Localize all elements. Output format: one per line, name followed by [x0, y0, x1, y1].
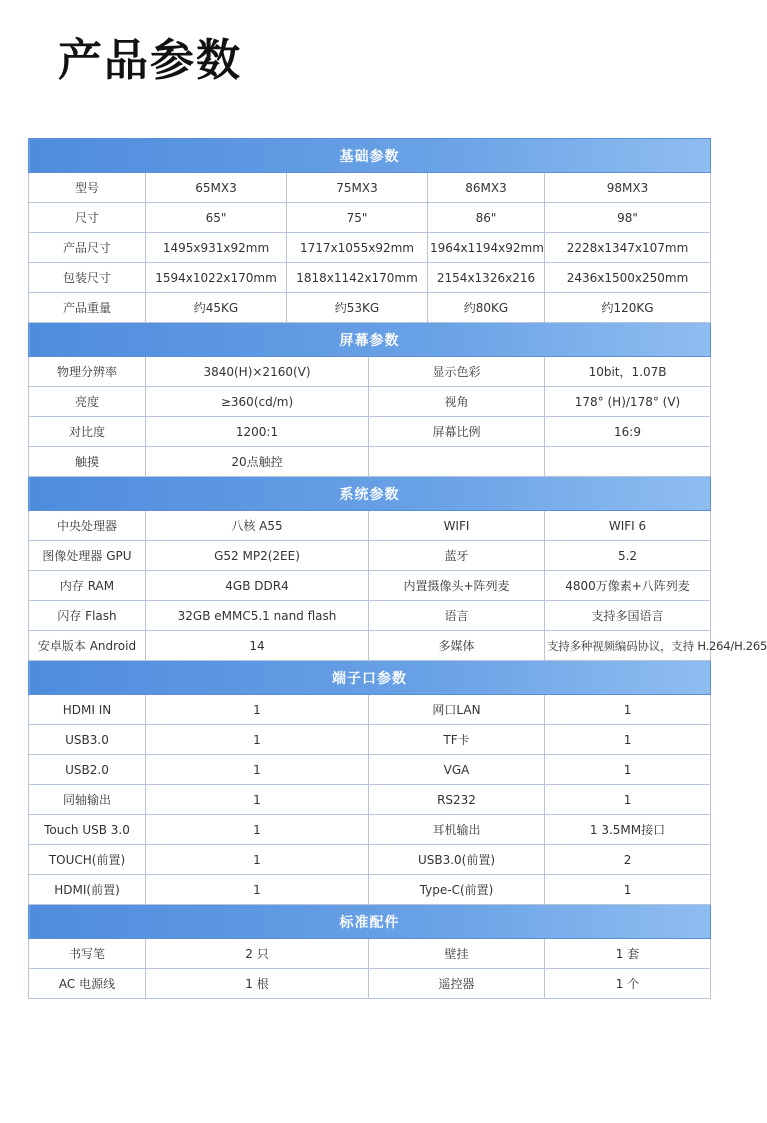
table-cell: 1 — [545, 755, 711, 785]
row-label: 产品尺寸 — [29, 233, 146, 263]
row-label: RS232 — [369, 785, 545, 815]
row-label: 内置摄像头+阵列麦 — [369, 571, 545, 601]
table-cell: 1 — [545, 875, 711, 905]
table-row — [29, 447, 711, 477]
table-cell: 4800万像素+八阵列麦 — [545, 571, 711, 601]
table-cell: 1495x931x92mm — [146, 233, 287, 263]
row-label: 产品重量 — [29, 293, 146, 323]
row-label: 尺寸 — [29, 203, 146, 233]
page-title: 产品参数 — [58, 35, 242, 86]
table-cell: 4GB DDR4 — [146, 571, 369, 601]
table-cell: 1 — [146, 815, 369, 845]
row-label: USB2.0 — [29, 755, 146, 785]
table-row — [29, 631, 711, 661]
row-label: 网口LAN — [369, 695, 545, 725]
table-cell: 98" — [545, 203, 711, 233]
row-label: 物理分辨率 — [29, 357, 146, 387]
row-label: Type-C(前置) — [369, 875, 545, 905]
table-row — [29, 511, 711, 541]
table-cell: 65MX3 — [146, 173, 287, 203]
table-cell: 1818x1142x170mm — [287, 263, 428, 293]
row-label: 壁挂 — [369, 939, 545, 969]
section-title: 屏幕参数 — [29, 323, 711, 357]
table-cell: 5.2 — [545, 541, 711, 571]
row-label: 耳机输出 — [369, 815, 545, 845]
table-cell: 86" — [428, 203, 545, 233]
table-cell: 75MX3 — [287, 173, 428, 203]
table-cell: 约53KG — [287, 293, 428, 323]
table-row — [29, 875, 711, 905]
table-row — [29, 755, 711, 785]
table-row — [29, 785, 711, 815]
row-label: Touch USB 3.0 — [29, 815, 146, 845]
row-label: 屏幕比例 — [369, 417, 545, 447]
section-header-accessories — [29, 905, 711, 939]
row-label: 书写笔 — [29, 939, 146, 969]
table-cell: 1 — [545, 725, 711, 755]
table-cell: 1 套 — [545, 939, 711, 969]
row-label: 图像处理器 GPU — [29, 541, 146, 571]
row-label: 显示色彩 — [369, 357, 545, 387]
table-cell: 支持多国语言 — [545, 601, 711, 631]
row-label: 闪存 Flash — [29, 601, 146, 631]
row-label: 触摸 — [29, 447, 146, 477]
section-header-screen — [29, 323, 711, 357]
table-cell: 1 — [146, 785, 369, 815]
row-label — [369, 447, 545, 477]
table-row — [29, 387, 711, 417]
table-cell: 20点触控 — [146, 447, 369, 477]
spec-table — [28, 138, 767, 999]
row-label: 对比度 — [29, 417, 146, 447]
row-label: USB3.0 — [29, 725, 146, 755]
table-cell: 约120KG — [545, 293, 711, 323]
table-row — [29, 815, 711, 845]
table-row — [29, 845, 711, 875]
table-cell: G52 MP2(2EE) — [146, 541, 369, 571]
section-header-basic — [29, 139, 711, 173]
table-cell: 98MX3 — [545, 173, 711, 203]
table-cell: 1 — [545, 695, 711, 725]
section-title: 端子口参数 — [29, 661, 711, 695]
row-label: 型号 — [29, 173, 146, 203]
row-label: HDMI(前置) — [29, 875, 146, 905]
table-cell: 10bit，1.07B — [545, 357, 711, 387]
table-cell: 178° (H)/178° (V) — [545, 387, 711, 417]
row-label: 安卓版本 Android — [29, 631, 146, 661]
table-row — [29, 695, 711, 725]
table-cell: 1 — [545, 785, 711, 815]
table-cell: 2436x1500x250mm — [545, 263, 711, 293]
row-label: 遥控器 — [369, 969, 545, 999]
table-row — [29, 939, 711, 969]
table-cell: 1 — [146, 755, 369, 785]
table-cell: 1594x1022x170mm — [146, 263, 287, 293]
table-row — [29, 203, 711, 233]
table-cell: 1 根 — [146, 969, 369, 999]
row-label: 多媒体 — [369, 631, 545, 661]
table-row — [29, 357, 711, 387]
table-cell: 1964x1194x92mm — [428, 233, 545, 263]
table-cell: 16:9 — [545, 417, 711, 447]
table-row — [29, 969, 711, 999]
table-cell: 支持多种视频编码协议，支持 H.264/H.265 — [545, 631, 711, 661]
table-cell: 1 3.5MM接口 — [545, 815, 711, 845]
section-title: 基础参数 — [29, 139, 711, 173]
table-cell: 65" — [146, 203, 287, 233]
section-header-ports — [29, 661, 711, 695]
row-label: 视角 — [369, 387, 545, 417]
table-cell: 2154x1326x216 — [428, 263, 545, 293]
row-label: TOUCH(前置) — [29, 845, 146, 875]
table-cell: 1717x1055x92mm — [287, 233, 428, 263]
row-label: 中央处理器 — [29, 511, 146, 541]
table-row — [29, 173, 711, 203]
table-cell: 约45KG — [146, 293, 287, 323]
table-cell: 2 只 — [146, 939, 369, 969]
table-cell: ≥360(cd/m) — [146, 387, 369, 417]
table-cell: 2 — [545, 845, 711, 875]
row-label: HDMI IN — [29, 695, 146, 725]
table-cell: 1 — [146, 695, 369, 725]
table-cell: 八核 A55 — [146, 511, 369, 541]
table-cell: 32GB eMMC5.1 nand flash — [146, 601, 369, 631]
table-row — [29, 601, 711, 631]
table-cell: 1 个 — [545, 969, 711, 999]
section-title: 系统参数 — [29, 477, 711, 511]
row-label: 包装尺寸 — [29, 263, 146, 293]
table-row — [29, 263, 711, 293]
row-label: 同轴输出 — [29, 785, 146, 815]
table-cell: 1 — [146, 845, 369, 875]
row-label: 内存 RAM — [29, 571, 146, 601]
row-label: 语言 — [369, 601, 545, 631]
row-label: 蓝牙 — [369, 541, 545, 571]
table-cell: 1 — [146, 875, 369, 905]
table-cell: 75" — [287, 203, 428, 233]
table-cell: 2228x1347x107mm — [545, 233, 711, 263]
table-cell: 86MX3 — [428, 173, 545, 203]
row-label: VGA — [369, 755, 545, 785]
section-header-system — [29, 477, 711, 511]
row-label: USB3.0(前置) — [369, 845, 545, 875]
table-row — [29, 233, 711, 263]
row-label: TF卡 — [369, 725, 545, 755]
table-cell: 1 — [146, 725, 369, 755]
table-cell — [545, 447, 711, 477]
table-row — [29, 417, 711, 447]
row-label: WIFI — [369, 511, 545, 541]
table-cell: 14 — [146, 631, 369, 661]
table-cell: 3840(H)×2160(V) — [146, 357, 369, 387]
table-row — [29, 541, 711, 571]
table-row — [29, 571, 711, 601]
table-cell: 1200:1 — [146, 417, 369, 447]
row-label: AC 电源线 — [29, 969, 146, 999]
section-title: 标准配件 — [29, 905, 711, 939]
table-cell: WIFI 6 — [545, 511, 711, 541]
table-cell: 约80KG — [428, 293, 545, 323]
table-row — [29, 293, 711, 323]
table-row — [29, 725, 711, 755]
row-label: 亮度 — [29, 387, 146, 417]
